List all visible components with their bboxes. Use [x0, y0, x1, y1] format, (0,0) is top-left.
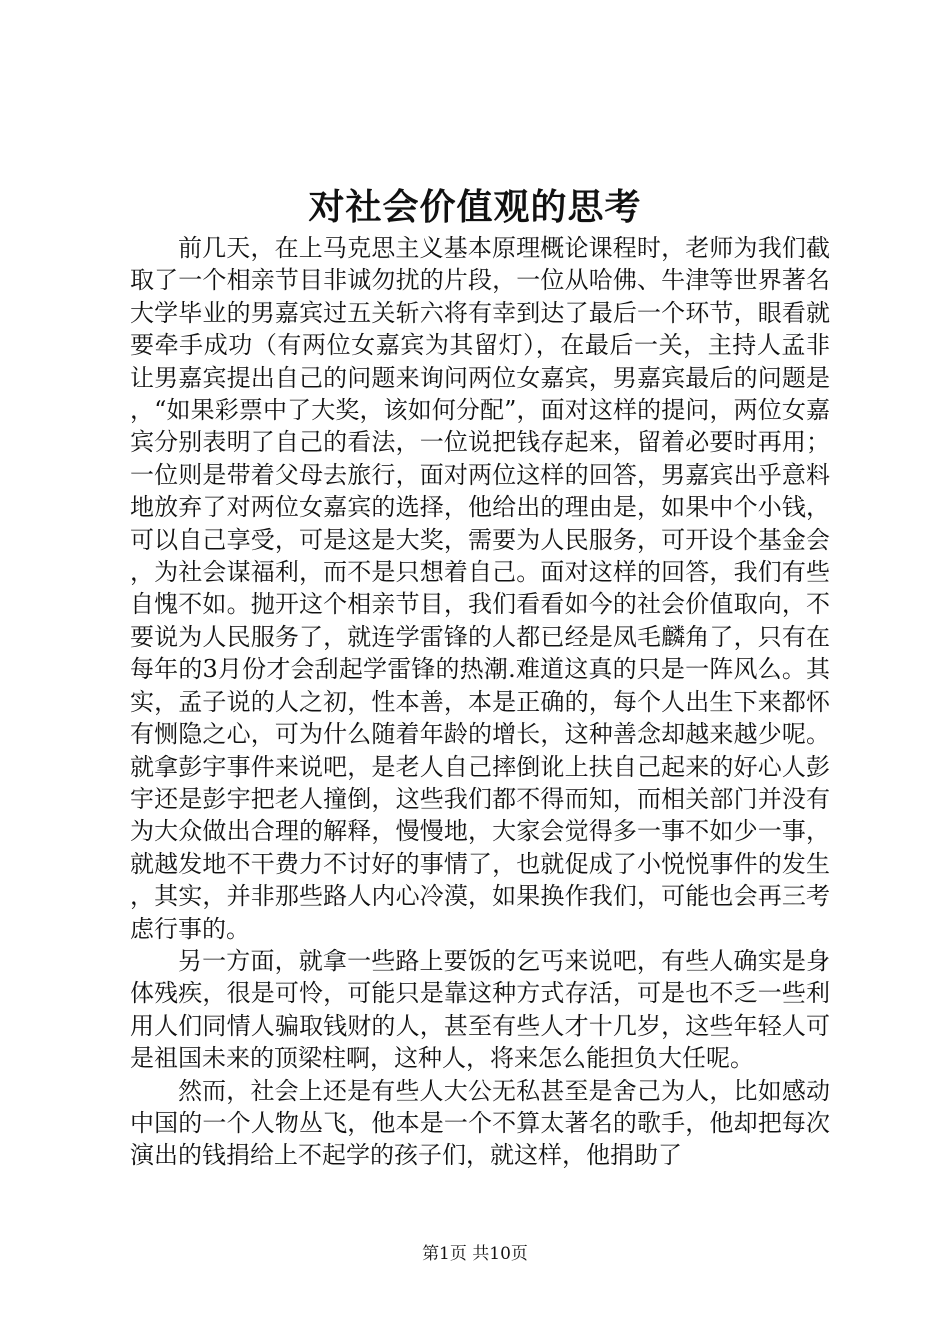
- paragraph: 前几天，在上马克思主义基本原理概论课程时，老师为我们截取了一个相亲节目非诚勿扰的片段，一位从哈佛、牛津等世界著名大学毕业的男嘉宾过五关斩六将有幸到达了最后一个环节，眼看就要牵手成功（有两位女嘉宾为其留灯），在最后一关，主持人孟非让男嘉宾提出自己的问题来询问两位女嘉宾，男嘉宾最后的问题是，“如果彩票中了大奖，该如何分配”，面对这样的提问，两位女嘉宾分别表明了自己的看法，一位说把钱存起来，留着必要时再用；一位则是带着父母去旅行，面对两位这样的回答，男嘉宾出乎意料地放弃了对两位女嘉宾的选择，他给出的理由是，如果中个小钱，可以自己享受，可是这是大奖，需要为人民服务，可开设个基金会，为社会谋福利，而不是只想着自己。面对这样的回答，我们有些自愧不如。抛开这个相亲节目，我们看看如今的社会价值取向，不要说为人民服务了，就连学雷锋的人都已经是凤毛麟角了，只有在每年的3月份才会刮起学雷锋的热潮.难道这真的只是一阵风么。其实，孟子说的人之初，性本善，本是正确的，每个人出生下来都怀有恻隐之心，可为什么随着年龄的增长，这种善念却越来越少呢。就拿彭宇事件来说吧，是老人自己摔倒讹上扶自己起来的好心人彭宇还是彭宇把老人撞倒，这些我们都不得而知，而相关部门并没有为大众做出合理的解释，慢慢地，大家会觉得多一事不如少一事，就越发地不干费力不讨好的事情了，也就促成了小悦悦事件的发生，其实，并非那些路人内心冷漠，如果换作我们，可能也会再三考虑行事的。: [130, 234, 830, 943]
- page-number-footer: 第1页 共10页: [422, 1244, 528, 1264]
- document-body: [130, 232, 830, 1172]
- paragraph: 另一方面，就拿一些路上要饭的乞丐来说吧，有些人确实是身体残疾，很是可怜，可能只是靠这种方式存活，可是也不乏一些利用人们同情人骗取钱财的人，甚至有些人才十几岁，这些年轻人可是祖国未来的顶梁柱啊，这种人，将来怎么能担负大任呢。: [130, 946, 830, 1073]
- document-title: 对社会价值观的思考: [308, 186, 642, 228]
- paragraph: 然而，社会上还是有些人大公无私甚至是舍己为人，比如感动中国的一个人物丛飞，他本是一个不算太著名的歌手，他却把每次演出的钱捐给上不起学的孩子们，就这样，他捐助了: [130, 1076, 830, 1170]
